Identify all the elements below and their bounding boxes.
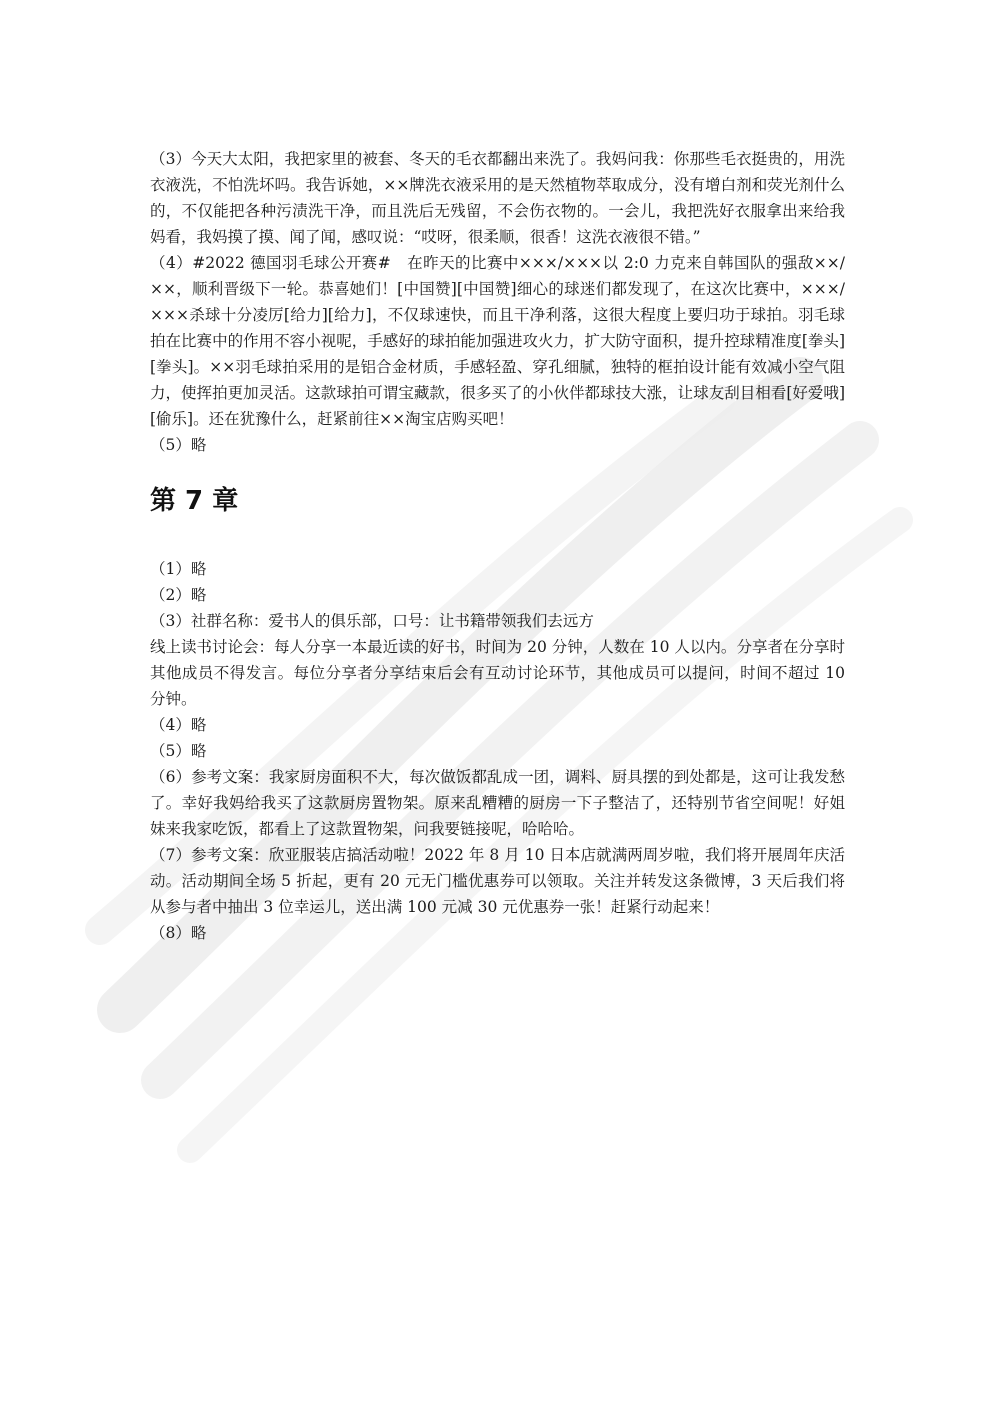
answer-paragraph: （4）#2022 德国羽毛球公开赛# 在昨天的比赛中×××/×××以 2:0 力克来自韩国队的强敌××/××，顺利晋级下一轮。恭喜她们！[中国赞][中国赞]细心的球迷们都发现了，在这次比赛中，×××/×××杀球十分凌厉[给力][给力]，不仅球速快，而且干净利落，这很大程度上要归功于球拍。羽毛球拍在比赛中的作用不容小视呢，手感好的球拍能加强进攻火力，扩大防守面积，提升控球精准度[拳头][拳头]。××羽毛球拍采用的是铝合金材质，手感轻盈、穿孔细腻，独特的框拍设计能有效减小空气阻力，使挥拍更加灵活。这款球拍可谓宝藏款，很多买了的小伙伴都球技大涨，让球友刮目相看[好爱哦][偷乐]。还在犹豫什么，赶紧前往××淘宝店购买吧！: [150, 254, 845, 428]
answer-paragraph: （6）参考文案：我家厨房面积不大，每次做饭都乱成一团，调料、厨具摆的到处都是，这可让我发愁了。幸好我妈给我买了这款厨房置物架。原来乱糟糟的厨房一下子整洁了，还特别节省空间呢！好姐妹来我家吃饭，都看上了这款置物架，问我要链接呢，哈哈哈。: [150, 768, 845, 838]
answer-paragraph: （3）今天大太阳，我把家里的被套、冬天的毛衣都翻出来洗了。我妈问我：你那些毛衣挺贵的，用洗衣液洗，不怕洗坏吗。我告诉她，××牌洗衣液采用的是天然植物萃取成分，没有增白剂和荧光剂什么的，不仅能把各种污渍洗干净，而且洗后无残留，不会伤衣物的。一会儿，我把洗好衣服拿出来给我妈看，我妈摸了摸、闻了闻，感叹说：“哎呀，很柔顺，很香！这洗衣液很不错。”: [150, 150, 845, 246]
previous-chapter-answers: [150, 146, 845, 458]
document-page: [150, 146, 845, 946]
chapter-7-answers: [150, 556, 845, 946]
answer-paragraph: （2）略: [150, 586, 207, 604]
answer-paragraph: （4）略: [150, 716, 207, 734]
answer-paragraph: （5）略: [150, 436, 207, 454]
answer-paragraph: （7）参考文案：欣亚服装店搞活动啦！2022 年 8 月 10 日本店就满两周岁啦，我们将开展周年庆活动。活动期间全场 5 折起，更有 20 元无门槛优惠券可以领取。关注并转发这条微博，3 天后我们将从参与者中抽出 3 位幸运儿，送出满 100 元减 30 元优惠券一张！赶紧行动起来！: [150, 846, 845, 916]
answer-paragraph: （1）略: [150, 560, 207, 578]
answer-paragraph: （3）社群名称：爱书人的俱乐部，口号：让书籍带领我们去远方: [150, 612, 594, 630]
answer-paragraph: 线上读书讨论会：每人分享一本最近读的好书，时间为 20 分钟，人数在 10 人以内。分享者在分享时其他成员不得发言。每位分享者分享结束后会有互动讨论环节，其他成员可以提问，时间不超过 10 分钟。: [150, 638, 845, 708]
chapter-heading: 第 7 章: [150, 486, 239, 516]
answer-paragraph: （5）略: [150, 742, 207, 760]
answer-paragraph: （8）略: [150, 924, 207, 942]
